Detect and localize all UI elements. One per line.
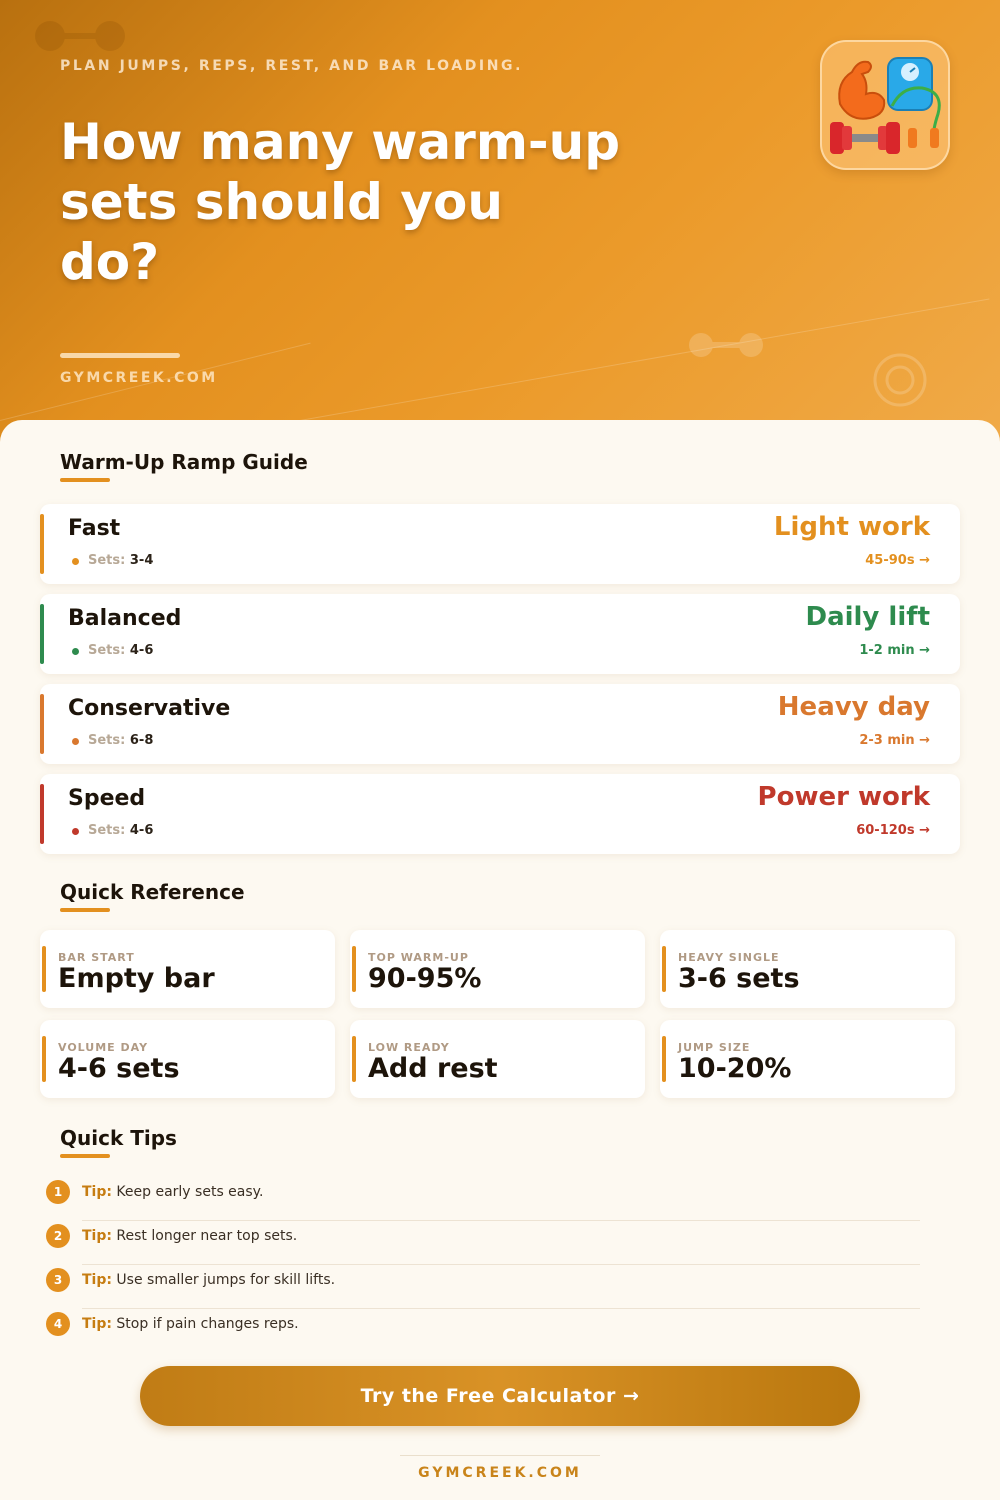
tip-body: Stop if pain changes reps. — [116, 1316, 299, 1332]
sets-label: Sets: — [88, 733, 126, 748]
row-accent-bar — [40, 604, 44, 664]
sets-label: Sets: — [88, 643, 126, 658]
page-title — [60, 112, 660, 292]
tip-body: Rest longer near top sets. — [116, 1228, 298, 1244]
card-label: JUMP SIZE — [678, 1041, 751, 1054]
hero-banner — [0, 0, 1000, 450]
tip-prefix: Tip: — [82, 1228, 112, 1244]
card-value: 90-95% — [368, 963, 482, 994]
ramp-row-conservative[interactable] — [40, 684, 960, 764]
dumbbell-icon — [830, 122, 900, 154]
tip-text — [82, 1272, 335, 1288]
free-calculator-button[interactable]: Try the Free Calculator → — [140, 1366, 860, 1426]
sets-label: Sets: — [88, 553, 126, 568]
row-accent-bar — [40, 784, 44, 844]
reference-card-low-ready — [350, 1020, 645, 1098]
divider — [82, 1220, 920, 1221]
ramp-name: Balanced — [68, 606, 182, 631]
card-value: Add rest — [368, 1053, 498, 1084]
footer-divider — [400, 1455, 600, 1456]
card-label: HEAVY SINGLE — [678, 951, 780, 964]
quick-tips-title: Quick Tips — [60, 1126, 177, 1150]
tip-item — [46, 1222, 920, 1266]
flexed-arm-icon — [839, 62, 884, 119]
tip-prefix: Tip: — [82, 1184, 112, 1200]
tip-item — [46, 1266, 920, 1310]
tip-number-badge: 2 — [46, 1224, 70, 1248]
tip-item — [46, 1178, 920, 1222]
tip-text — [82, 1316, 299, 1332]
card-value: 3-6 sets — [678, 963, 800, 994]
tip-body: Use smaller jumps for skill lifts. — [116, 1272, 336, 1288]
ramp-name: Fast — [68, 516, 121, 541]
hero-kicker: PLAN JUMPS, REPS, REST, AND BAR LOADING. — [60, 58, 524, 74]
rest-time: 1-2 min → — [859, 643, 930, 658]
sets-text — [88, 733, 153, 748]
sets-value: 3-4 — [129, 553, 154, 568]
reference-card-volume-day — [40, 1020, 335, 1098]
dumbbell-watermark-icon — [34, 20, 126, 52]
sets-text — [88, 553, 153, 568]
tip-number-badge: 1 — [46, 1180, 70, 1204]
section-underline — [60, 1154, 110, 1158]
section-underline — [60, 908, 110, 912]
reference-card-heavy-single — [660, 930, 955, 1008]
card-label: LOW READY — [368, 1041, 450, 1054]
rest-time: 60-120s → — [856, 823, 930, 838]
sets-value: 4-6 — [129, 643, 154, 658]
card-value: 4-6 sets — [58, 1053, 180, 1084]
quick-reference-title: Quick Reference — [60, 880, 245, 904]
bullet-dot — [72, 558, 79, 565]
tip-number-badge: 4 — [46, 1312, 70, 1336]
ramp-name: Conservative — [68, 696, 231, 721]
card-value: Empty bar — [58, 963, 215, 994]
ramp-row-balanced[interactable] — [40, 594, 960, 674]
ramp-tag: Heavy day — [777, 692, 930, 722]
rest-time: 45-90s → — [865, 553, 930, 568]
card-accent-bar — [42, 946, 46, 992]
card-label: VOLUME DAY — [58, 1041, 149, 1054]
hero-site-name: GYMCREEK.COM — [60, 370, 218, 386]
tip-item — [46, 1310, 920, 1354]
reference-card-bar-start — [40, 930, 335, 1008]
ramp-tag: Power work — [757, 782, 930, 812]
card-accent-bar — [662, 946, 666, 992]
sets-text — [88, 823, 153, 838]
ramp-tag: Daily lift — [805, 602, 930, 632]
sets-value: 4-6 — [129, 823, 154, 838]
ramp-tag: Light work — [773, 512, 930, 542]
ramp-name: Speed — [68, 786, 146, 811]
bullet-dot — [72, 738, 79, 745]
card-label: TOP WARM-UP — [368, 951, 469, 964]
sets-value: 6-8 — [129, 733, 154, 748]
row-accent-bar — [40, 694, 44, 754]
rest-time: 2-3 min → — [859, 733, 930, 748]
tip-prefix: Tip: — [82, 1316, 112, 1332]
bullet-dot — [72, 828, 79, 835]
card-label: BAR START — [58, 951, 135, 964]
ramp-row-speed[interactable] — [40, 774, 960, 854]
bullet-dot — [72, 648, 79, 655]
card-accent-bar — [352, 946, 356, 992]
tip-body: Keep early sets easy. — [116, 1184, 264, 1200]
section-underline — [60, 478, 110, 482]
divider — [82, 1308, 920, 1309]
plate-watermark-icon — [872, 352, 928, 408]
card-accent-bar — [352, 1036, 356, 1082]
title-line: How many warm-up — [60, 113, 621, 171]
reference-card-jump-size — [660, 1020, 955, 1098]
title-line: do? — [60, 233, 160, 291]
row-accent-bar — [40, 514, 44, 574]
ramp-guide-title: Warm-Up Ramp Guide — [60, 450, 308, 474]
sets-label: Sets: — [88, 823, 126, 838]
card-accent-bar — [42, 1036, 46, 1082]
sets-text — [88, 643, 153, 658]
tip-text — [82, 1184, 263, 1200]
reference-card-top-warm-up — [350, 930, 645, 1008]
card-accent-bar — [662, 1036, 666, 1082]
hero-divider — [60, 353, 180, 358]
footer-site-link[interactable]: GYMCREEK.COM — [418, 1465, 582, 1481]
tip-prefix: Tip: — [82, 1272, 112, 1288]
tip-number-badge: 3 — [46, 1268, 70, 1292]
card-value: 10-20% — [678, 1053, 792, 1084]
dumbbell-watermark-icon — [688, 332, 764, 358]
tip-text — [82, 1228, 297, 1244]
title-line: sets should you — [60, 173, 503, 231]
ramp-row-fast[interactable] — [40, 504, 960, 584]
divider — [82, 1264, 920, 1265]
fitness-app-icon — [820, 40, 950, 170]
